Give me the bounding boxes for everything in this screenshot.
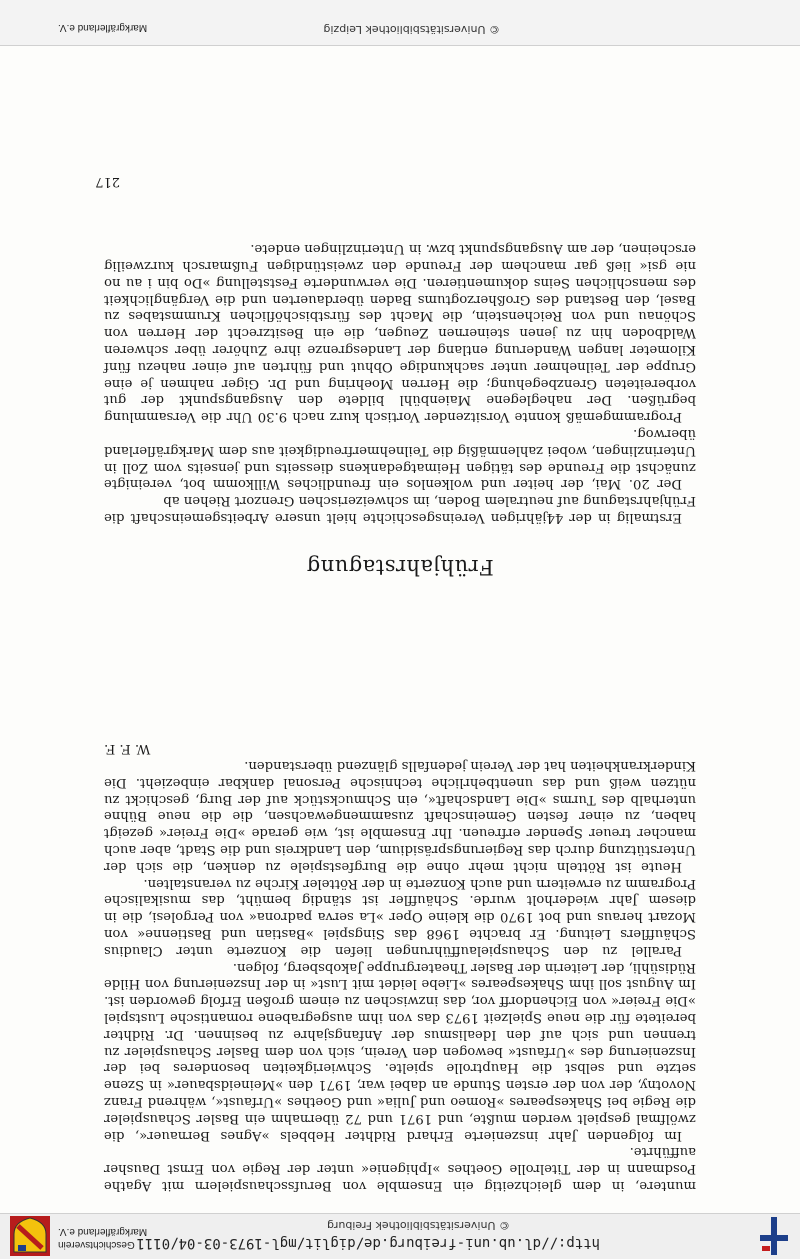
society-name-line2: Markgräflerland e.V. (58, 1226, 148, 1237)
ub-freiburg-logo-icon (760, 1217, 788, 1255)
author-signature: W. F. F. (104, 741, 151, 757)
continued-paragraph: muntere, in dem gleichzeitig ein Ensemble von Berufsschauspielern mit Agathe Posdmann in der Titelrolle Goethes »Iphigenie« unter der Regie von Ernst Dausher aufführte. (104, 1144, 696, 1193)
society-name (58, 1225, 147, 1251)
continued-paragraph: Parallel zu den Schauspielaufführungen liefen die Konzerte unter Claudius Schäufflers Leitung. Er brachte 1968 das Singspiel »Bastian und Bastienne« von Mozart heraus und bot 1970 die kleine Oper »La serva padrona« von Pergolesi, die in diesem Jahr wiederholt wurde. Schäuffler ist ständig bemüht, das musikalische Programm zu erweitern und auch Konzerte in der Rötteler Kirche zu veranstalten. (104, 875, 696, 958)
page-number: 217 (95, 174, 120, 189)
continued-paragraph: Im folgenden Jahr inszenierte Erhard Ridhter Hebbels »Agnes Bernauer«, die zwölfmal gespielt werden mußte, und 1971 und 72 übernahm ein Basler Schauspieler die Regie bei Shakespeares »Romeo und Julia« und Goethes »Urfaust«, während Franz Novotny, der von der ersten Stunde an dabei war, 1971 den »Meineidsbauer« in Szene setzte und selbst die Hauptrolle spielte. Schwierigkeiten besonderes bei der Inszenierung des »Urfaust« bewogen den Verein, sich von dem Basler Schauspieler zu trennen und sich auf den Idealismus der Anfangsjahre zu besinnen. Dr. Ridhter bereitete für die neue Spielzeit 1973 das von ihm ausgegrabene romantische Lustspiel »Die Freier« von Eichendorff vor, das inzwischen zu einem großen Erfolg geworden ist. Im August soll ihm Shakespeares »Liebe leidet mit Lust« in der Inszenierung von Hilde Rüdisühli, der Leiterin der Basler Theatergruppe Jakobsberg, folgen. (104, 959, 696, 1143)
footer-copyright: © Universitätsbibliothek Leipzig (323, 23, 500, 36)
article-title: Frühjahrstagung (306, 555, 494, 579)
article-paragraph: Programmgemäß konnte Vorsitzender Vortisch kurz nach 9.30 Uhr die Versammlung begrüßen. Der naheglegene Maienbühl bildete den Ausgangspunkt der gut vorbereiteten Grenzbegehung; die Herren Moehring und Dr. Giger nahmen je eine Gruppe der Teilnehmer unter sachkundige Obhut und führten auf einer nahezu fünf Kilometer langen Wanderung entlang der Landesgrenze ihre Zuhörer über schweren Waldboden hin zu jenen steinernen Zeugen, die ein Besitzrecht der Herren von Schönau und von Reichenstein, die Macht des fürstbischöflichen Krummstabes zu Basel, den Bestand des Großherzogtums Baden überdauerten und die Vergänglichkeit des menschlichen Seins dokumentieren. Die verwunderte Feststellung »Do bin i au no nie gsi« ließ gar manchem der Freunde den zweistündigen Fußmarsch kurzweilig erscheinen, der am Ausgangspunkt bzw. in Unterinzlingen endete. (104, 241, 696, 425)
article-paragraph: Der 20. Mai, der heiter und wolkenlos ein freundliches Willkomm bot, vereinigte zunächst die Freunde des tätigen Heimatgedankens diesseits und jenseits vom Zoll in Unterinzlingen, wobei zahlenmäßig die Teilnehmerfreudigkeit aus dem Markgräflerland überwog. (104, 426, 696, 492)
continued-paragraph: Heute ist Rötteln nicht mehr ohne die Burgfestspiele zu denken, die sich der Unterstützung durch das Regierungspräsidium, den Landkreis und die Stadt, aber auch mancher treuer Spender erfreuen. Ihr Ensemble ist, wie gerade »Die Freier« gezeigt haben, zu einer festen Gemeinschaft zusammengewachsen, die die neue Bühne unterhalb des Turms »Die Landschaft«, ein Schmuckstück auf der Burg, geschickt zu nützen weiß und das unentbehrliche technische Personal dankbar einbezieht. Die Kinderkrankheiten hat der Verein jedenfalls glänzend überstanden. (104, 758, 696, 874)
society-name-line1: Geschichtsverein (58, 1239, 135, 1250)
footer-society: Markgräflerland e.V. (58, 22, 148, 33)
continued-article (104, 739, 696, 1193)
society-crest-icon (10, 1216, 50, 1256)
viewer-header-bar (0, 1213, 800, 1259)
viewer-footer-bar (0, 0, 800, 46)
document-url-link[interactable]: http://dl.ub.uni-freiburg.de/diglit/mgl-1973-03-04/0111 (136, 1235, 600, 1251)
article-paragraph: Erstmalig in der 44jährigen Vereinsgeschichte hielt unsere Arbeitsgemeinschaft die Frühjahrstagung auf neutralem Boden, im schweizerischen Grenzort Riehen ab (104, 493, 696, 525)
copyright-notice: © Universitätsbibliothek Freiburg (327, 1219, 510, 1232)
spring-meeting-article (104, 239, 696, 579)
